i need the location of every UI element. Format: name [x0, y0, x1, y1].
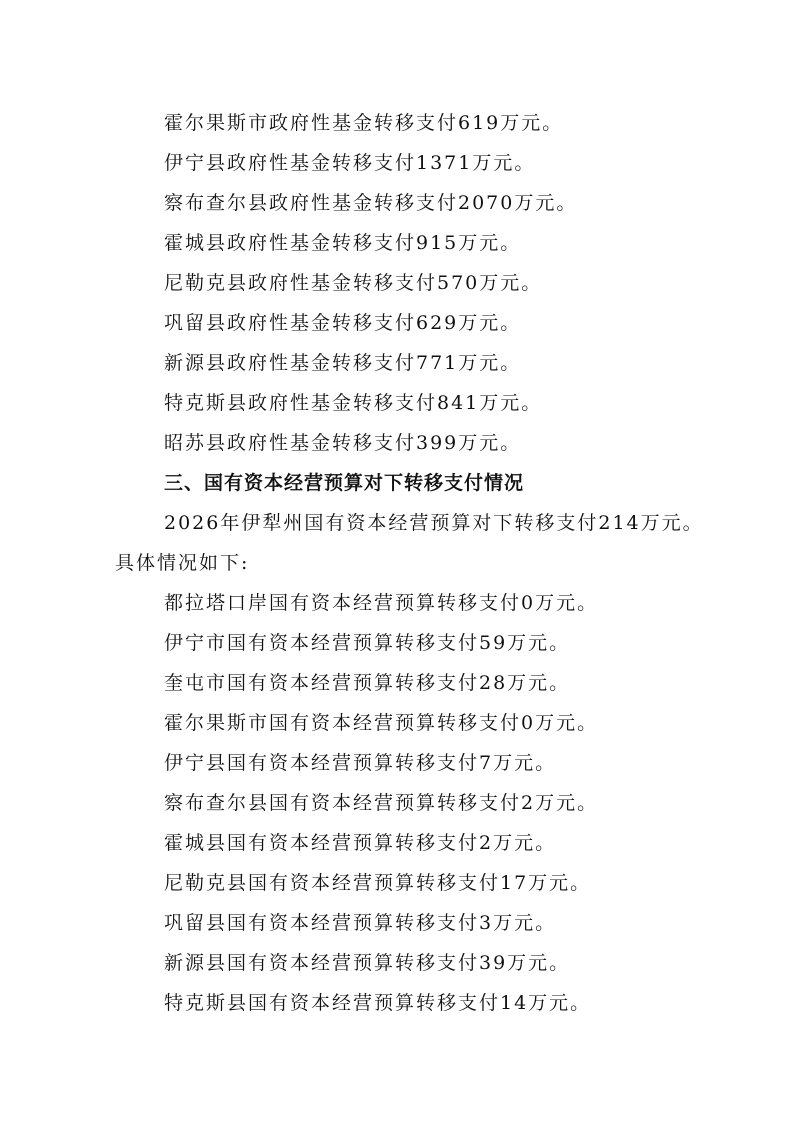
soe-line-huoerguosi: 霍尔果斯市国有资本经营预算转移支付0万元。 [164, 712, 599, 734]
fund-line-huoerguosi: 霍尔果斯市政府性基金转移支付619万元。 [164, 112, 564, 134]
soe-line-yiningshi: 伊宁市国有资本经营预算转移支付59万元。 [164, 632, 571, 654]
fund-line-gongliu: 巩留县政府性基金转移支付629万元。 [164, 312, 522, 334]
fund-line-huocheng: 霍城县政府性基金转移支付915万元。 [164, 232, 522, 254]
soe-line-gongliu: 巩留县国有资本经营预算转移支付3万元。 [164, 912, 557, 934]
soe-line-yiningxian: 伊宁县国有资本经营预算转移支付7万元。 [164, 752, 557, 774]
fund-line-nileke: 尼勒克县政府性基金转移支付570万元。 [164, 272, 543, 294]
fund-line-zhaosu: 昭苏县政府性基金转移支付399万元。 [164, 432, 522, 454]
intro-paragraph-line2: 具体情况如下: [115, 552, 250, 574]
fund-line-chabuchaer: 察布查尔县政府性基金转移支付2070万元。 [164, 192, 578, 214]
soe-line-kuitun: 奎屯市国有资本经营预算转移支付28万元。 [164, 672, 571, 694]
soe-line-nileke: 尼勒克县国有资本经营预算转移支付17万元。 [164, 872, 592, 894]
soe-line-tekesi: 特克斯县国有资本经营预算转移支付14万元。 [164, 992, 592, 1014]
fund-line-xinyuan: 新源县政府性基金转移支付771万元。 [164, 352, 522, 374]
fund-line-yiningxian: 伊宁县政府性基金转移支付1371万元。 [164, 152, 536, 174]
fund-line-tekesi: 特克斯县政府性基金转移支付841万元。 [164, 392, 543, 414]
soe-line-chabuchaer: 察布查尔县国有资本经营预算转移支付2万元。 [164, 792, 599, 814]
soe-line-xinyuan: 新源县国有资本经营预算转移支付39万元。 [164, 952, 571, 974]
soe-line-dulata: 都拉塔口岸国有资本经营预算转移支付0万元。 [164, 592, 599, 614]
soe-line-huocheng: 霍城县国有资本经营预算转移支付2万元。 [164, 832, 557, 854]
intro-paragraph-line1: 2026年伊犁州国有资本经营预算对下转移支付214万元。 [164, 512, 704, 534]
section-heading: 三、国有资本经营预算对下转移支付情况 [164, 472, 525, 494]
